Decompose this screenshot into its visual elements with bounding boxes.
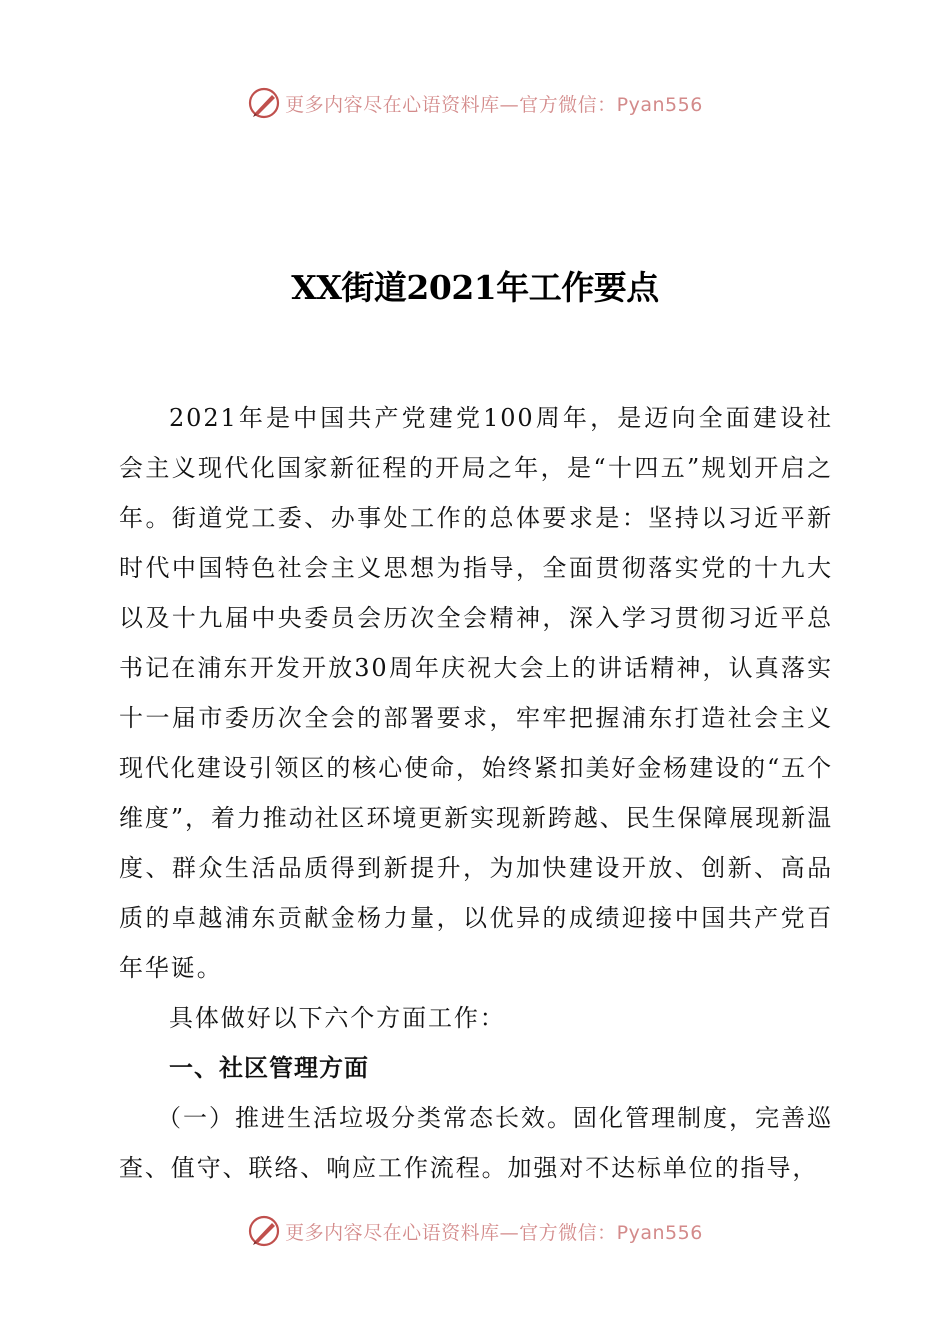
section-heading: 一、社区管理方面	[169, 1054, 369, 1082]
intro-paragraph: 2021年是中国共产党建党100周年，是迈向全面建设社会主义现代化国家新征程的开局之年，是“十四五”规划开启之年。街道党工委、办事处工作的总体要求是：坚持以习近平新时代中国特色社会主义思想为指导，全面贯彻落实党的十九大以及十九届中央委员会历次全会精神，深入学习贯彻习近平总书记在浦东开发开放30周年庆祝大会上的讲话精神，认真落实十一届市委历次全会的部署要求，牢牢把握浦东打造社会主义现代化建设引领区的核心使命，始终紧扣美好金杨建设的“五个维度”，着力推动社区环境更新实现新跨越、民生保障展现新温度、群众生活品质得到新提升，为加快建设开放、创新、高品质的卓越浦东贡献金杨力量，以优异的成绩迎接中国共产党百年华诞。	[119, 404, 833, 982]
header-watermark	[0, 83, 950, 123]
document-body	[119, 393, 833, 1193]
footer-watermark	[0, 1211, 950, 1251]
document-title: XX街道2021年工作要点	[291, 268, 659, 307]
watermark-text: 更多内容尽在心语资料库—官方微信：Pyan556	[285, 93, 703, 116]
pen-logo-icon	[247, 86, 281, 120]
overview-paragraph: 具体做好以下六个方面工作：	[169, 1004, 506, 1032]
section-item-paragraph: （一）推进生活垃圾分类常态长效。固化管理制度，完善巡查、值守、联络、响应工作流程。加强对不达标单位的指导，	[119, 1104, 833, 1182]
watermark-text: 更多内容尽在心语资料库—官方微信：Pyan556	[285, 1221, 703, 1244]
pen-logo-icon	[247, 1214, 281, 1248]
